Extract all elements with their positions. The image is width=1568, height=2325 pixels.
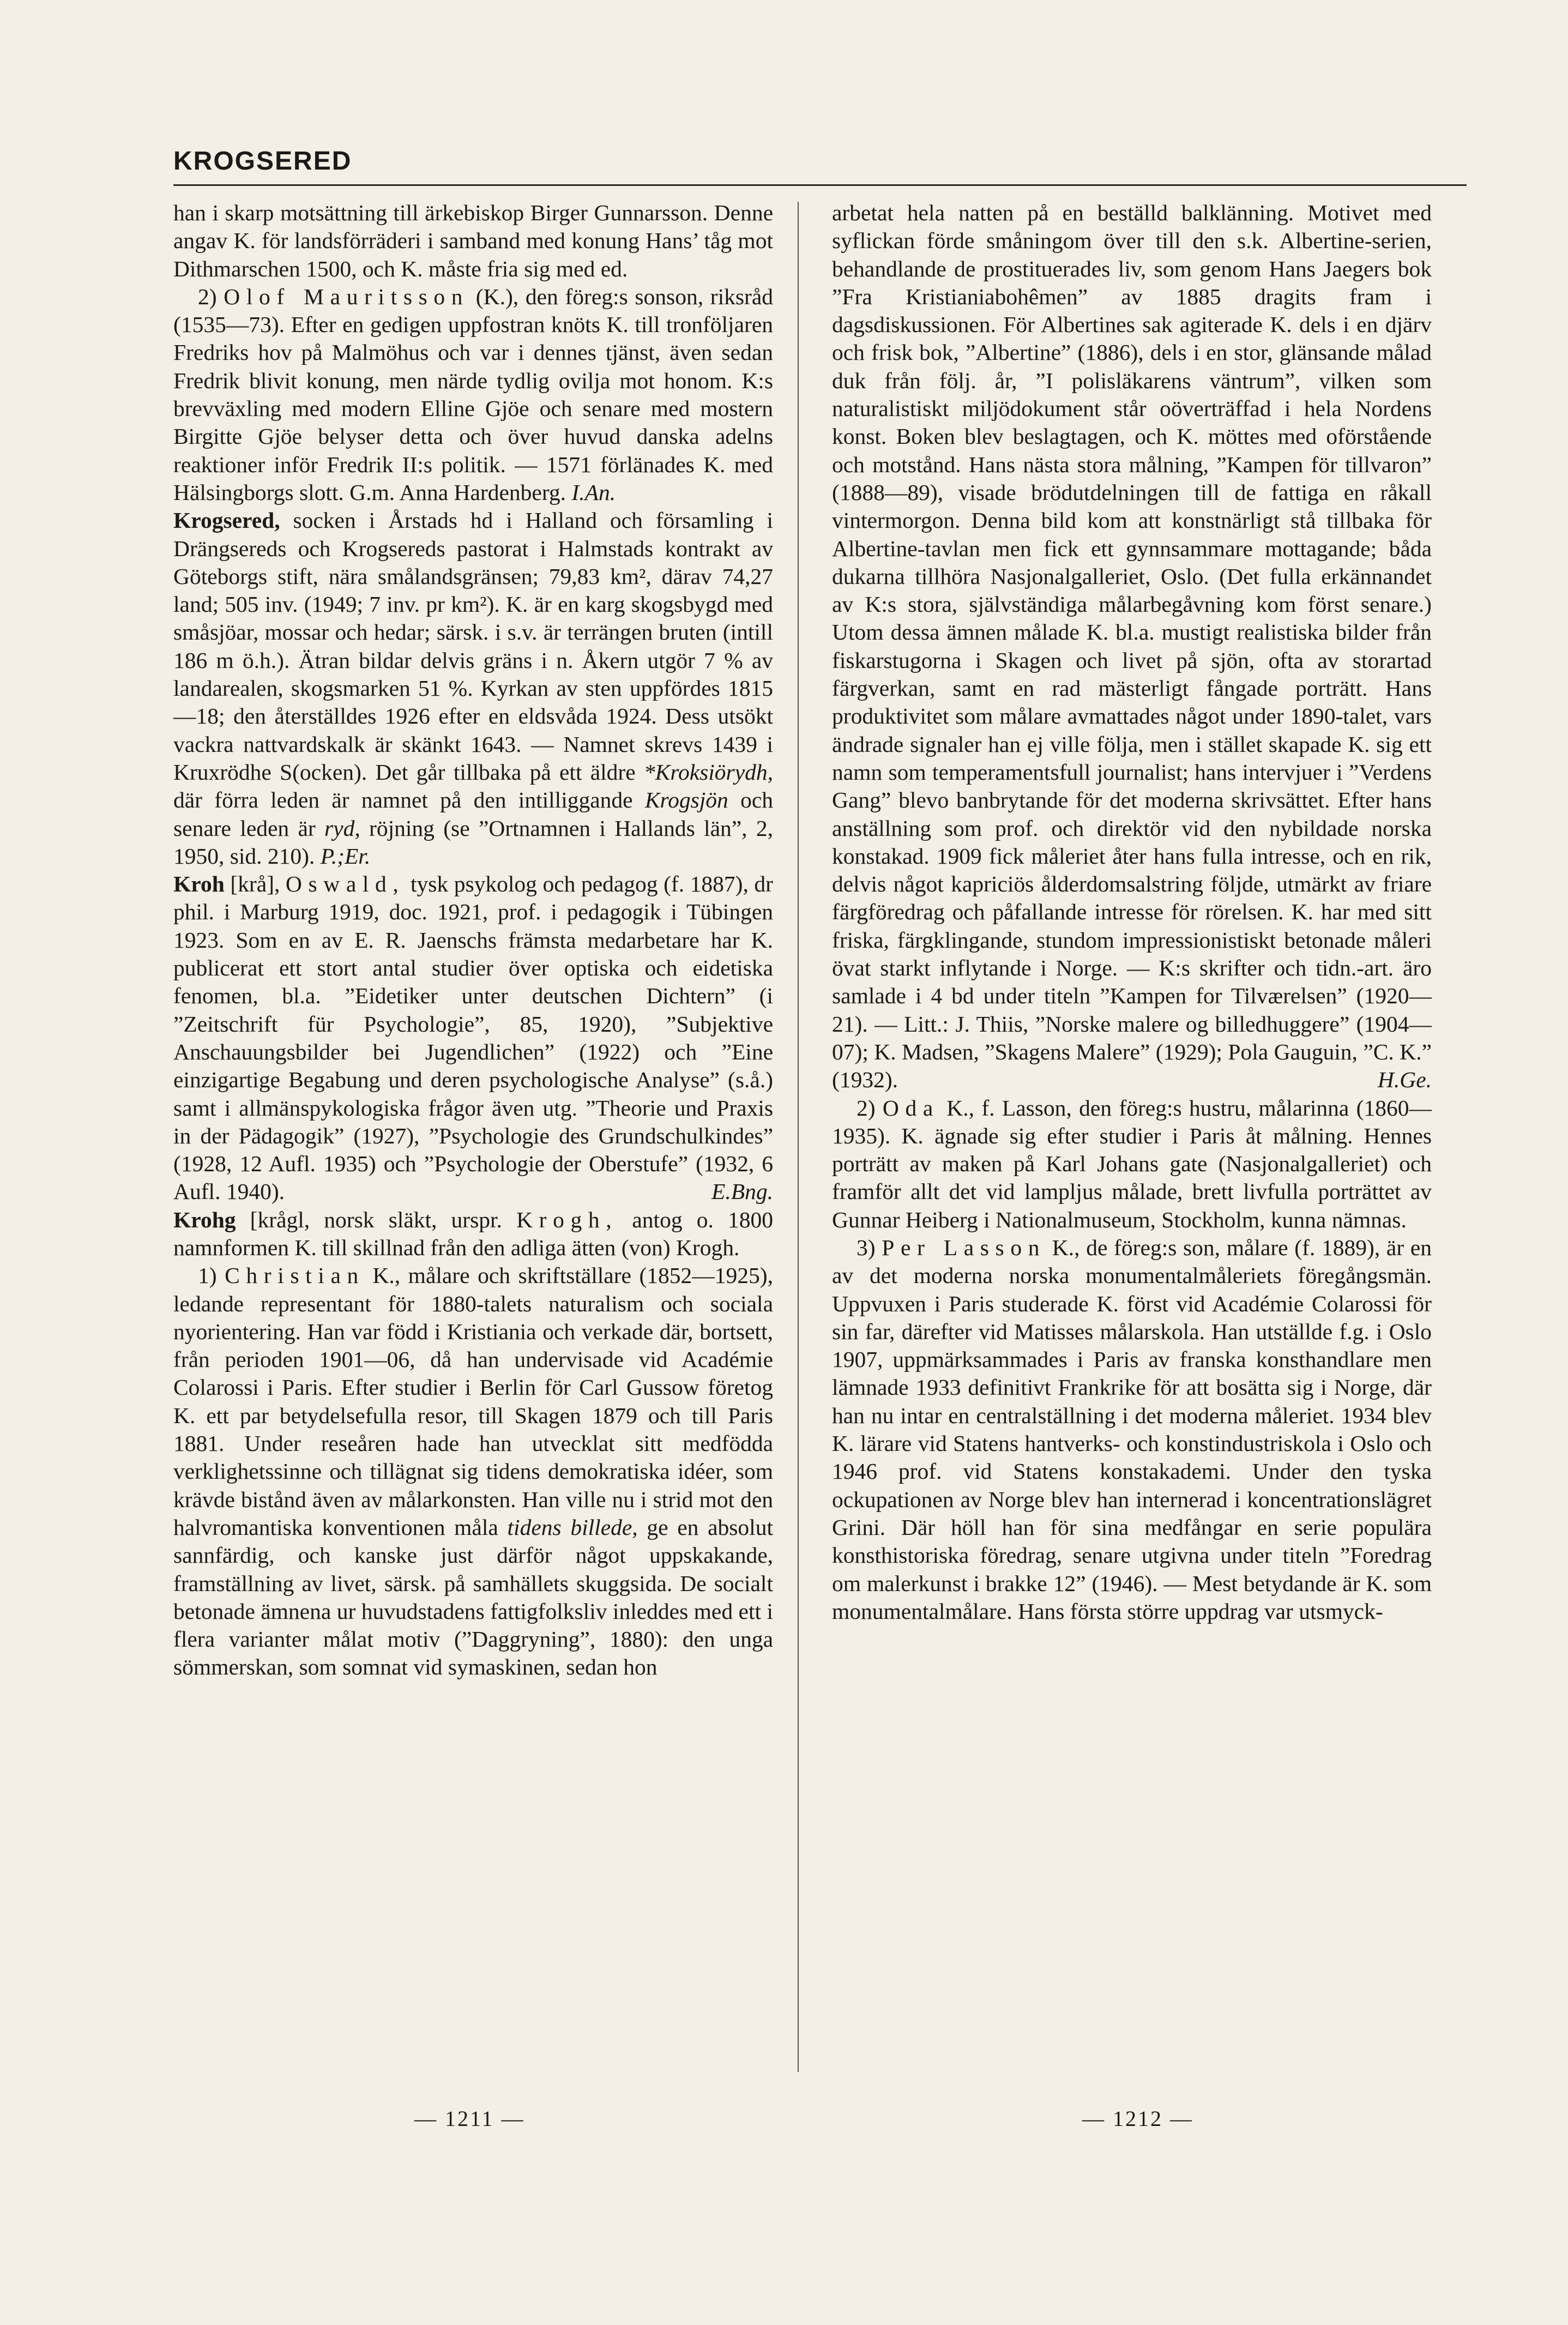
entry-text: tysk psykolog och pedagog (f. 1887), dr phil. i Marburg 1919, doc. 1921, prof. i pedagogik i Tübingen 1923. Som en av E. R. Jaenschs främsta medarbetare har K. publicerat ett stort antal studier över optiska och eidetiska fenomen, bl.a. ”Eidetiker unter deutschen Dichtern” (i ”Zeitschrift für Psychologie”, 85, 1920), ”Subjektive Anschauungsbilder bei Jugendlichen” (1922) och ”Eine einzigartige Begabung und deren psychologische Analyse” (s.å.) samt i allmänspykologiska frågor även utg. ”Theorie und Praxis in der Pädagogik” (1927), ”Psychologie des Grundschulkindes” (1928, 12 Aufl. 1935) och ”Psychologie der Oberstufe” (1932, 6 Aufl. 1940). [173, 871, 773, 1204]
author-signature: I.An. [571, 479, 616, 505]
entry-number: 1) [198, 1263, 217, 1288]
entry-text: K., de föreg:s son, målare (f. 1889), är en av det moderna norska monumentalmåleriets föregångsmän. Uppvuxen i Paris studerade K. först vid Académie Colarossi för sin far, därefter vid Matisses målarskola. Han utställde f.g. i Oslo 1907, uppmärksammades i Paris av franska konsthandlare men lämnade 1933 definitivt Frankrike för att bosätta sig i Norge, där han nu intar en centralställning i det moderna måleriet. 1934 blev K. lärare vid Statens hantverks- och konstindustriskola i Oslo och 1946 prof. vid Statens konstakademi. Under den tyska ockupationen av Norge blev han internerad i koncentrationslägret Grini. Där höll han för sina medfångar en serie populära konsthistoriska föredrag, senare utgivna under titeln ”Foredrag om malerkunst i brakke 12” (1946). — Mest betydande är K. som monumentalmålare. Hans första större uppdrag var utsmyck- [832, 1234, 1432, 1624]
entry-text: antog o. 1800 namnformen K. till skillnad från den adliga ätten (von) Krogh. [173, 1207, 773, 1260]
headword: Krogsered, [173, 508, 280, 533]
paragraph-christian [173, 1262, 773, 1681]
author-signature: E.Bng. [711, 1179, 773, 1204]
entry-text: socken i Årstads hd i Halland och församling i Drängsereds och Krogsereds pastorat i Halmstads kontrakt av Göteborgs stift, nära smålandsgränsen; 79,83 km², därav 74,27 land; 505 inv. (1949; 7 inv. pr km²). K. är en karg skogsbygd med småsjöar, mossar och hedar; särsk. i s.v. är terrängen bruten (intill 186 m ö.h.). Ätran bildar delvis gräns i n. Åkern utgör 7 % av landarealen, skogsmarken 51 %. Kyrkan av sten uppfördes 1815—18; den återställdes 1926 efter en eldsvåda 1924. Dess utsökt vackra nattvardskalk är skänkt 1643. — Namnet skrevs 1439 i Kruxrödhe S(ocken). Det går tillbaka på ett äldre [173, 508, 773, 785]
page-number-left: — 1211 — [414, 2106, 525, 2131]
header-rule [173, 184, 1467, 186]
headword: Kroh [173, 871, 225, 897]
italic-term: tidens billede, [507, 1514, 638, 1540]
person-name: Olof Mauritsson [224, 284, 469, 309]
left-column [173, 199, 773, 1682]
person-name: Oswald, [285, 871, 405, 897]
entry-text: arbetat hela natten på en beställd balklänning. Motivet med syflickan förde småningom över till den s.k. Albertine-serien, behandlande de prostituerades liv, som genom Hans Jaegers bok ”Fra Kristianiabohêmen” av 1885 dragits fram i dagsdiskussionen. För Albertines sak agiterade K. dels i en djärv och frisk bok, ”Albertine” (1886), dels i en stor, glänsande målad duk från följ. år, ”I polisläkarens väntrum”, vilken som naturalistiskt miljödokument står oöverträffad i hela Nordens konst. Boken blev beslagtagen, och K. möttes med oförstående och motstånd. Hans nästa stora målning, ”Kampen för tillvaron” (1888—89), visade brödutdelningen till de fattiga en råkall vintermorgon. Denna bild kom att konstnärligt stå tillbaka för Albertine-tavlan men fick ett gynnsammare mottagande; båda dukarna tillhöra Nasjonalgalleriet, Oslo. (Det fulla erkännandet av K:s stora, självständiga målarbegåvning kom först senare.) Utom dessa ämnen målade K. bl.a. mustigt realistiska bilder från fiskarstugorna i Skagen och livet på sjön, ofta av storartad färgverkan, samt en rad mästerligt fångade porträtt. Hans produktivitet som målare avmattades något under 1890-talet, vars ändrade signaler han ej ville följa, men i stället skapade K. sig ett namn som temperamentsfull journalist; hans intervjuer i ”Verdens Gang” blevo banbrytande för det moderna skrivsättet. Efter hans anställning som prof. och direktör vid den nybildade norska konstakad. 1909 fick måleriet åter hans fulla intresse, och en rik, delvis något kapriciös ålderdomsalstring följde, utmärkt av friare färgföredrag och påfallande intresse för rörelsen. K. har med sitt friska, färgklingande, stundom impressionistiskt betonade måleri övat starkt inflytande i Norge. — K:s skrifter och tidn.-art. äro samlade i 4 bd under titeln ”Kampen for Tilværelsen” (1920—21). — Litt.: J. Thiis, ”Norske malere og billedhuggere” (1904—07); K. Madsen, ”Skagens Malere” (1929); Pola Gauguin, ”C. K.” (1932). [832, 200, 1432, 1093]
paragraph-per-lasson [832, 1234, 1432, 1625]
entry-text: K., målare och skriftställare (1852—1925), ledande representant för 1880-talets naturalism och sociala nyorientering. Han var född i Kristiania och verkade där, bortsett, från perioden 1901—06, då han undervisade vid Académie Colarossi i Paris. Efter studier i Berlin för Carl Gussow företog K. ett par betydelsefulla resor, till Skagen 1879 och till Paris 1881. Under reseåren hade han utvecklat sitt medfödda verklighetssinne och tillägnat sig tidens demokratiska idéer, som krävde bistånd även av målarkonsten. Han ville nu i strid mot den halvromantiska konventionen måla [173, 1263, 774, 1540]
entry-number: 2) [857, 1095, 876, 1121]
page-number-right: — 1212 — [1082, 2106, 1193, 2131]
pronunciation: [krå], [224, 871, 286, 897]
person-name: Christian [225, 1263, 365, 1288]
entry-text: [krågl, norsk släkt, urspr. [236, 1207, 517, 1232]
paragraph-oda [832, 1094, 1432, 1234]
entry-text: där förra leden är namnet på den intilliggande [173, 787, 645, 813]
author-signature: P.;Er. [320, 843, 371, 869]
entry-krogsered [173, 507, 773, 870]
spaced-name: Krogh, [516, 1207, 618, 1232]
entry-number: 2) [198, 284, 217, 309]
entry-text: och senare leden är [173, 787, 773, 841]
italic-term: *Kroksiörydh, [643, 759, 773, 785]
italic-term: Krogsjön [644, 787, 728, 813]
right-column [832, 199, 1432, 1625]
author-signature: H.Ge. [1377, 1067, 1432, 1093]
paragraph-continuation: han i skarp motsättning till ärkebiskop Birger Gunnarsson. Denne angav K. för landsförräderi i samband med konung Hans’ tåg mot Dithmarschen 1500, och K. måste fria sig med ed. [173, 200, 773, 281]
headword: Krohg [173, 1207, 236, 1232]
person-name: Oda [882, 1095, 939, 1121]
italic-term: ryd, [324, 815, 360, 841]
entry-krohg [173, 1206, 773, 1262]
entry-text: (K.), den föreg:s sonson, riksråd (1535—73). Efter en gedigen uppfostran knöts K. till tronföljaren Fredriks hov på Malmöhus och var i dennes tjänst, även sedan Fredrik blivit konung, men närde tydlig ovilja mot honom. K:s brevväxling med modern Elline Gjöe och senare med mostern Birgitte Gjöe belyser detta och över huvud danska adelns reaktioner inför Fredrik II:s politik. — 1571 förlänades K. med Hälsingborgs slott. G.m. Anna Hardenberg. [173, 284, 774, 505]
entry-text: K., f. Lasson, den föreg:s hustru, målarinna (1860—1935). K. ägnade sig efter studier i Paris åt målning. Hennes porträtt av maken på Karl Johans gate (Nasjonalgalleriet) och framför allt det vid lampljus målade, brett livfulla porträttet av Gunnar Heiberg i Nationalmuseum, Stockholm, kunna nämnas. [832, 1095, 1432, 1232]
running-head: KROGSERED [173, 147, 352, 176]
column-divider [798, 202, 799, 2072]
entry-kroh [173, 870, 773, 1206]
paragraph-continuation [832, 199, 1432, 1094]
entry-text: ge en absolut sannfärdig, och kanske just därför något uppskakande, framställning av livet, särsk. på samhällets skuggsida. De socialt betonade ämnena ur huvudstadens fattigfolksliv inleddes med ett i flera varianter målat motiv (”Daggryning”, 1880): den unga sömmerskan, som somnat vid symaskinen, sedan hon [173, 1514, 773, 1680]
person-name: Per Lasson [882, 1234, 1046, 1260]
entry-text: röjning (se ”Ortnamnen i Hallands län”, 2, 1950, sid. 210). [173, 815, 773, 869]
entry-number: 3) [857, 1234, 876, 1260]
paragraph-olof-mauritsson [173, 283, 773, 507]
